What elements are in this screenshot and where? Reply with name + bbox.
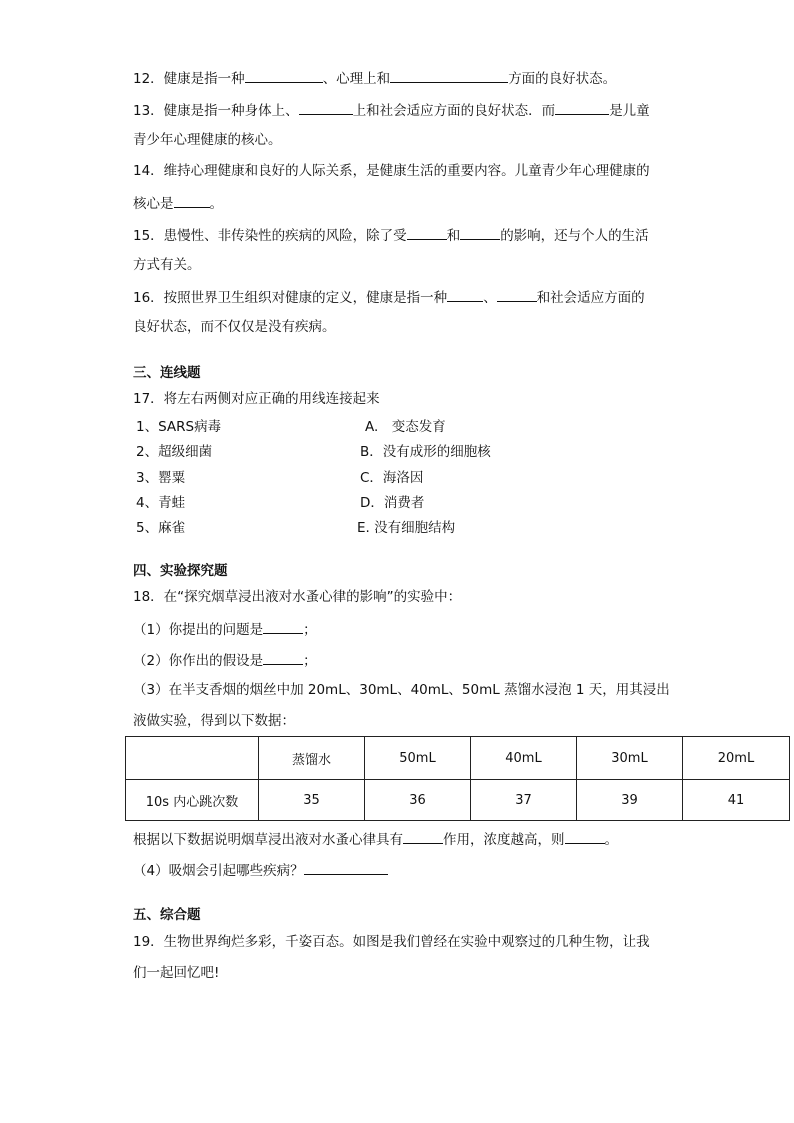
- q12-text-c: 方面的良好状态。: [508, 71, 617, 87]
- q18-p2-text: （2）你作出的假设是: [133, 653, 264, 669]
- table-cell: 41: [683, 780, 790, 821]
- table-header-cell: 30mL: [577, 737, 683, 780]
- table-header-cell: 20mL: [683, 737, 790, 780]
- q15-text-a: 15．患慢性、非传染性的疾病的风险，除了受: [133, 228, 407, 244]
- question-15-cont: [133, 256, 201, 274]
- table-header-cell: 蒸馏水: [259, 737, 365, 780]
- matching-right-a[interactable]: A. 变态发育: [365, 419, 446, 435]
- question-15: [133, 225, 649, 245]
- answer-blank[interactable]: [460, 225, 500, 240]
- q14-text-c: 。: [209, 196, 223, 212]
- question-18-part-4: [133, 860, 388, 880]
- question-13-cont: [133, 131, 282, 149]
- section-heading-matching: 三、连线题: [133, 365, 201, 381]
- table-cell: 36: [365, 780, 471, 821]
- table-header-cell: 50mL: [365, 737, 471, 780]
- q18-p2-end: ；: [303, 653, 317, 669]
- answer-blank[interactable]: [174, 193, 210, 208]
- answer-blank[interactable]: [263, 619, 303, 634]
- q12-text-b: 、心理上和: [322, 71, 391, 87]
- q13-text-b: 上和社会适应方面的良好状态．而: [352, 103, 556, 119]
- question-14: [133, 162, 650, 180]
- table-row: [126, 780, 790, 821]
- q16-text-a: 16．按照世界卫生组织对健康的定义，健康是指一种: [133, 290, 448, 306]
- q12-text-a: 12．健康是指一种: [133, 71, 245, 87]
- matching-left-2[interactable]: 2、超级细菌: [136, 444, 213, 460]
- question-18-stem: 18．在“探究烟草浸出液对水蚤心律的影响”的实验中：: [133, 589, 462, 605]
- matching-right-c[interactable]: C．海洛因: [360, 470, 424, 486]
- q13-text-a: 13．健康是指一种身体上、: [133, 103, 299, 119]
- answer-blank[interactable]: [447, 287, 483, 302]
- answer-blank[interactable]: [390, 68, 508, 83]
- question-18-part-2: [133, 650, 317, 670]
- answer-blank[interactable]: [403, 829, 443, 844]
- question-17-stem: 17．将左右两侧对应正确的用线连接起来: [133, 391, 380, 407]
- q16-text-d: 良好状态，而不仅仅是没有疾病。: [133, 319, 336, 335]
- answer-blank[interactable]: [299, 100, 353, 115]
- table-header-cell: 40mL: [471, 737, 577, 780]
- q18-conc-b: 作用，浓度越高，则: [443, 832, 565, 848]
- table-cell: 37: [471, 780, 577, 821]
- q13-text-d: 青少年心理健康的核心。: [133, 132, 282, 148]
- heartbeat-data-table: [125, 736, 790, 821]
- q18-p1-end: ；: [303, 622, 317, 638]
- q18-p4-text: （4）吸烟会引起哪些疾病？: [133, 863, 304, 879]
- question-19-cont: 们一起回忆吧!: [133, 965, 220, 981]
- question-13: [133, 100, 650, 120]
- table-header-row: [126, 737, 790, 780]
- section-heading-experiment: 四、实验探究题: [133, 563, 228, 579]
- matching-right-e[interactable]: E. 没有细胞结构: [357, 520, 456, 536]
- question-18-part-3-cont: 液做实验，得到以下数据：: [133, 713, 295, 729]
- table-cell: 39: [577, 780, 683, 821]
- table-header-cell: [126, 737, 259, 780]
- q16-text-c: 和社会适应方面的: [536, 290, 645, 306]
- matching-right-d[interactable]: D．消费者: [360, 495, 425, 511]
- q16-text-b: 、: [483, 290, 497, 306]
- question-18-conclusion: [133, 829, 618, 849]
- answer-blank[interactable]: [565, 829, 605, 844]
- answer-blank[interactable]: [497, 287, 537, 302]
- matching-left-1[interactable]: 1、SARS病毒: [136, 419, 222, 435]
- question-16-cont: [133, 318, 336, 336]
- q18-conc-a: 根据以下数据说明烟草浸出液对水蚤心律具有: [133, 832, 403, 848]
- question-12: [133, 68, 616, 88]
- answer-blank[interactable]: [245, 68, 323, 83]
- q15-text-d: 方式有关。: [133, 257, 201, 273]
- q15-text-b: 和: [446, 228, 461, 244]
- question-14-cont: [133, 193, 223, 213]
- matching-left-3[interactable]: 3、罂粟: [136, 470, 186, 486]
- matching-left-4[interactable]: 4、青蛙: [136, 495, 186, 511]
- section-heading-comprehensive: 五、综合题: [133, 907, 201, 923]
- answer-blank[interactable]: [407, 225, 447, 240]
- table-cell: 35: [259, 780, 365, 821]
- q18-p1-text: （1）你提出的问题是: [133, 622, 264, 638]
- table-row-label: 10s 内心跳次数: [126, 780, 259, 821]
- answer-blank[interactable]: [304, 860, 388, 875]
- q15-text-c: 的影响，还与个人的生活: [500, 228, 649, 244]
- q14-text-a: 14．维持心理健康和良好的人际关系，是健康生活的重要内容。儿童青少年心理健康的: [133, 163, 650, 179]
- answer-blank[interactable]: [263, 650, 303, 665]
- q14-text-b: 核心是: [133, 196, 174, 212]
- question-18-part-3: （3）在半支香烟的烟丝中加 20mL、30mL、40mL、50mL 蒸馏水浸泡 1 天，用其浸出: [133, 682, 670, 698]
- q18-conc-c: 。: [604, 832, 618, 848]
- matching-left-5[interactable]: 5、麻雀: [136, 520, 186, 536]
- answer-blank[interactable]: [555, 100, 609, 115]
- q13-text-c: 是儿童: [609, 103, 650, 119]
- question-19: 19．生物世界绚烂多彩，千姿百态。如图是我们曾经在实验中观察过的几种生物，让我: [133, 934, 650, 950]
- question-16: [133, 287, 645, 307]
- question-18-part-1: [133, 619, 317, 639]
- matching-right-b[interactable]: B．没有成形的细胞核: [360, 444, 491, 460]
